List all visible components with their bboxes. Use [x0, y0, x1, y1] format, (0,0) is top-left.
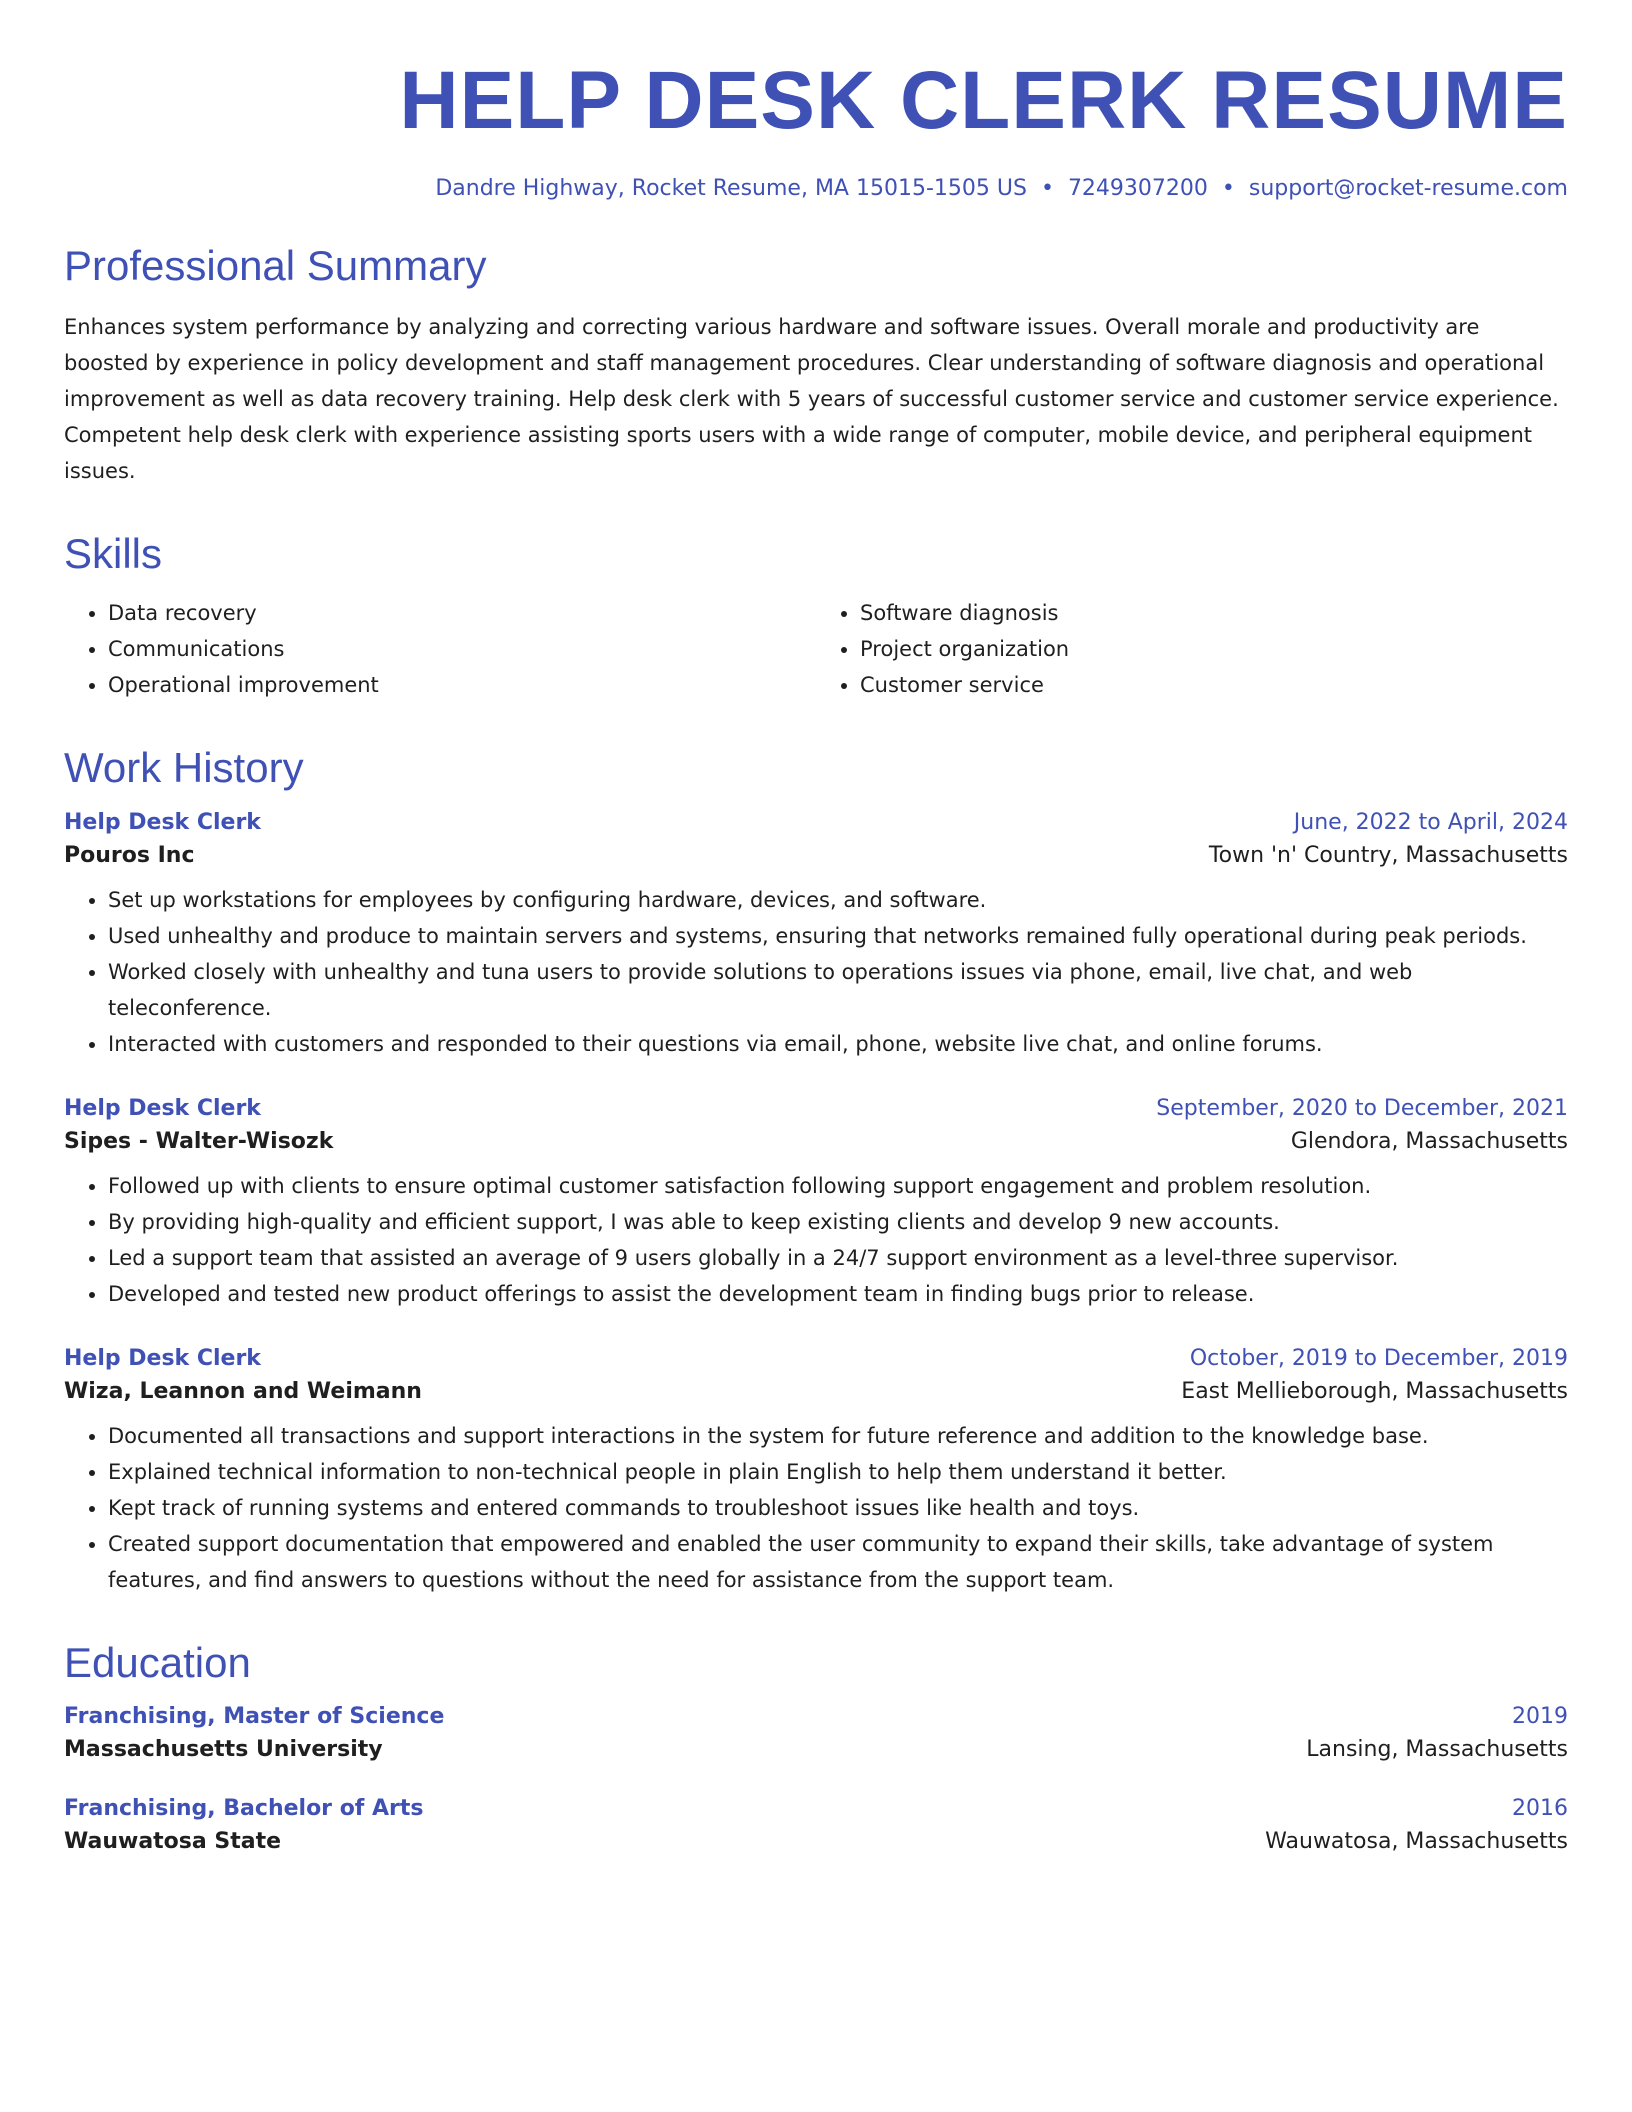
job-location: Glendora, Massachusetts: [1290, 1128, 1568, 1154]
education-location: Lansing, Massachusetts: [1306, 1736, 1568, 1762]
contact-separator: •: [1221, 176, 1235, 201]
job-location: East Mellieborough, Massachusetts: [1181, 1378, 1568, 1404]
job-company: Pouros Inc: [64, 842, 195, 868]
education-school: Wauwatosa State: [64, 1828, 282, 1854]
skill-item: • Data recovery: [108, 595, 816, 631]
job-bullet: • Used unhealthy and produce to maintain servers and systems, ensuring that networks remained fully operational during peak periods.: [108, 918, 1568, 954]
section-title-education: Education: [64, 1638, 251, 1686]
contact-phone: 7249307200: [1067, 176, 1208, 201]
resume-title: HELP DESK CLERK RESUME: [399, 55, 1568, 146]
job-company: Sipes - Walter-Wisozk: [64, 1128, 334, 1154]
education-degree: Franchising, Bachelor of Arts: [64, 1795, 424, 1821]
job-title: Help Desk Clerk: [64, 1345, 261, 1371]
section-title-skills: Skills: [64, 530, 163, 578]
skills-list: [64, 595, 1568, 703]
summary-text: Enhances system performance by analyzing and correcting various hardware and software issues. Overall morale and productivity are boosted by experience in policy development and staff management procedures. Clear understanding of software diagnosis and operational improvement as well as data recovery training. Help desk clerk with 5 years of successful customer service and customer service experience. Competent help desk clerk with experience assisting sports users with a wide range of computer, mobile device, and peripheral equipment issues.: [64, 315, 1559, 484]
job-location: Town 'n' Country, Massachusetts: [1208, 842, 1568, 868]
job-bullet: • Interacted with customers and responded to their questions via email, phone, website live chat, and online forums.: [108, 1026, 1568, 1062]
contact-address: Dandre Highway, Rocket Resume, MA 15015-1505 US: [435, 176, 1027, 201]
job-bullet: • Set up workstations for employees by configuring hardware, devices, and software.: [108, 882, 1568, 918]
skill-item: • Operational improvement: [108, 667, 816, 703]
section-title-work-history: Work History: [64, 744, 304, 792]
skill-item: • Software diagnosis: [860, 595, 1568, 631]
education-entry: [64, 1796, 1568, 1854]
education-location: Wauwatosa, Massachusetts: [1265, 1828, 1568, 1854]
job-bullet: • Followed up with clients to ensure optimal customer satisfaction following support engagement and problem resolution.: [108, 1168, 1568, 1204]
job-bullet: • Kept track of running systems and entered commands to troubleshoot issues like health and toys.: [108, 1490, 1568, 1526]
job-company: Wiza, Leannon and Weimann: [64, 1378, 422, 1404]
job-entry: [64, 810, 1568, 1062]
job-dates: October, 2019 to December, 2019: [1189, 1345, 1568, 1371]
job-bullet: • Led a support team that assisted an average of 9 users globally in a 24/7 support environment as a level-three supervisor.: [108, 1240, 1568, 1276]
job-bullet: • Created support documentation that empowered and enabled the user community to expand their skills, take advantage of system features, and find answers to questions without the need for assistance from the support team.: [108, 1526, 1568, 1598]
skill-item: • Communications: [108, 631, 816, 667]
job-bullet: • Documented all transactions and support interactions in the system for future reference and addition to the knowledge base.: [108, 1418, 1568, 1454]
skill-item: • Customer service: [860, 667, 1568, 703]
job-bullet: • Explained technical information to non-technical people in plain English to help them understand it better.: [108, 1454, 1568, 1490]
job-dates: September, 2020 to December, 2021: [1156, 1095, 1568, 1121]
contact-separator: •: [1040, 176, 1054, 201]
job-bullets: [64, 882, 1568, 1062]
education-year: 2019: [1512, 1703, 1568, 1729]
contact-line: [64, 176, 1568, 201]
skills-column-left: [64, 595, 816, 703]
education-entry: [64, 1704, 1568, 1762]
job-bullet: • By providing high-quality and efficient support, I was able to keep existing clients and develop 9 new accounts.: [108, 1204, 1568, 1240]
section-title-summary: Professional Summary: [64, 242, 487, 289]
contact-email: support@rocket-resume.com: [1248, 176, 1568, 201]
education-school: Massachusetts University: [64, 1736, 383, 1762]
job-bullet: • Worked closely with unhealthy and tuna users to provide solutions to operations issues via phone, email, live chat, and web teleconference.: [108, 954, 1568, 1026]
job-bullet: • Developed and tested new product offerings to assist the development team in finding bugs prior to release.: [108, 1276, 1568, 1312]
skill-item: • Project organization: [860, 631, 1568, 667]
job-dates: June, 2022 to April, 2024: [1293, 809, 1568, 835]
job-entry: [64, 1346, 1568, 1598]
job-bullets: [64, 1418, 1568, 1598]
job-bullets: [64, 1168, 1568, 1312]
skills-column-right: [816, 595, 1568, 703]
job-title: Help Desk Clerk: [64, 1095, 261, 1121]
education-year: 2016: [1512, 1795, 1568, 1821]
education-degree: Franchising, Master of Science: [64, 1703, 445, 1729]
job-title: Help Desk Clerk: [64, 809, 261, 835]
job-entry: [64, 1096, 1568, 1312]
